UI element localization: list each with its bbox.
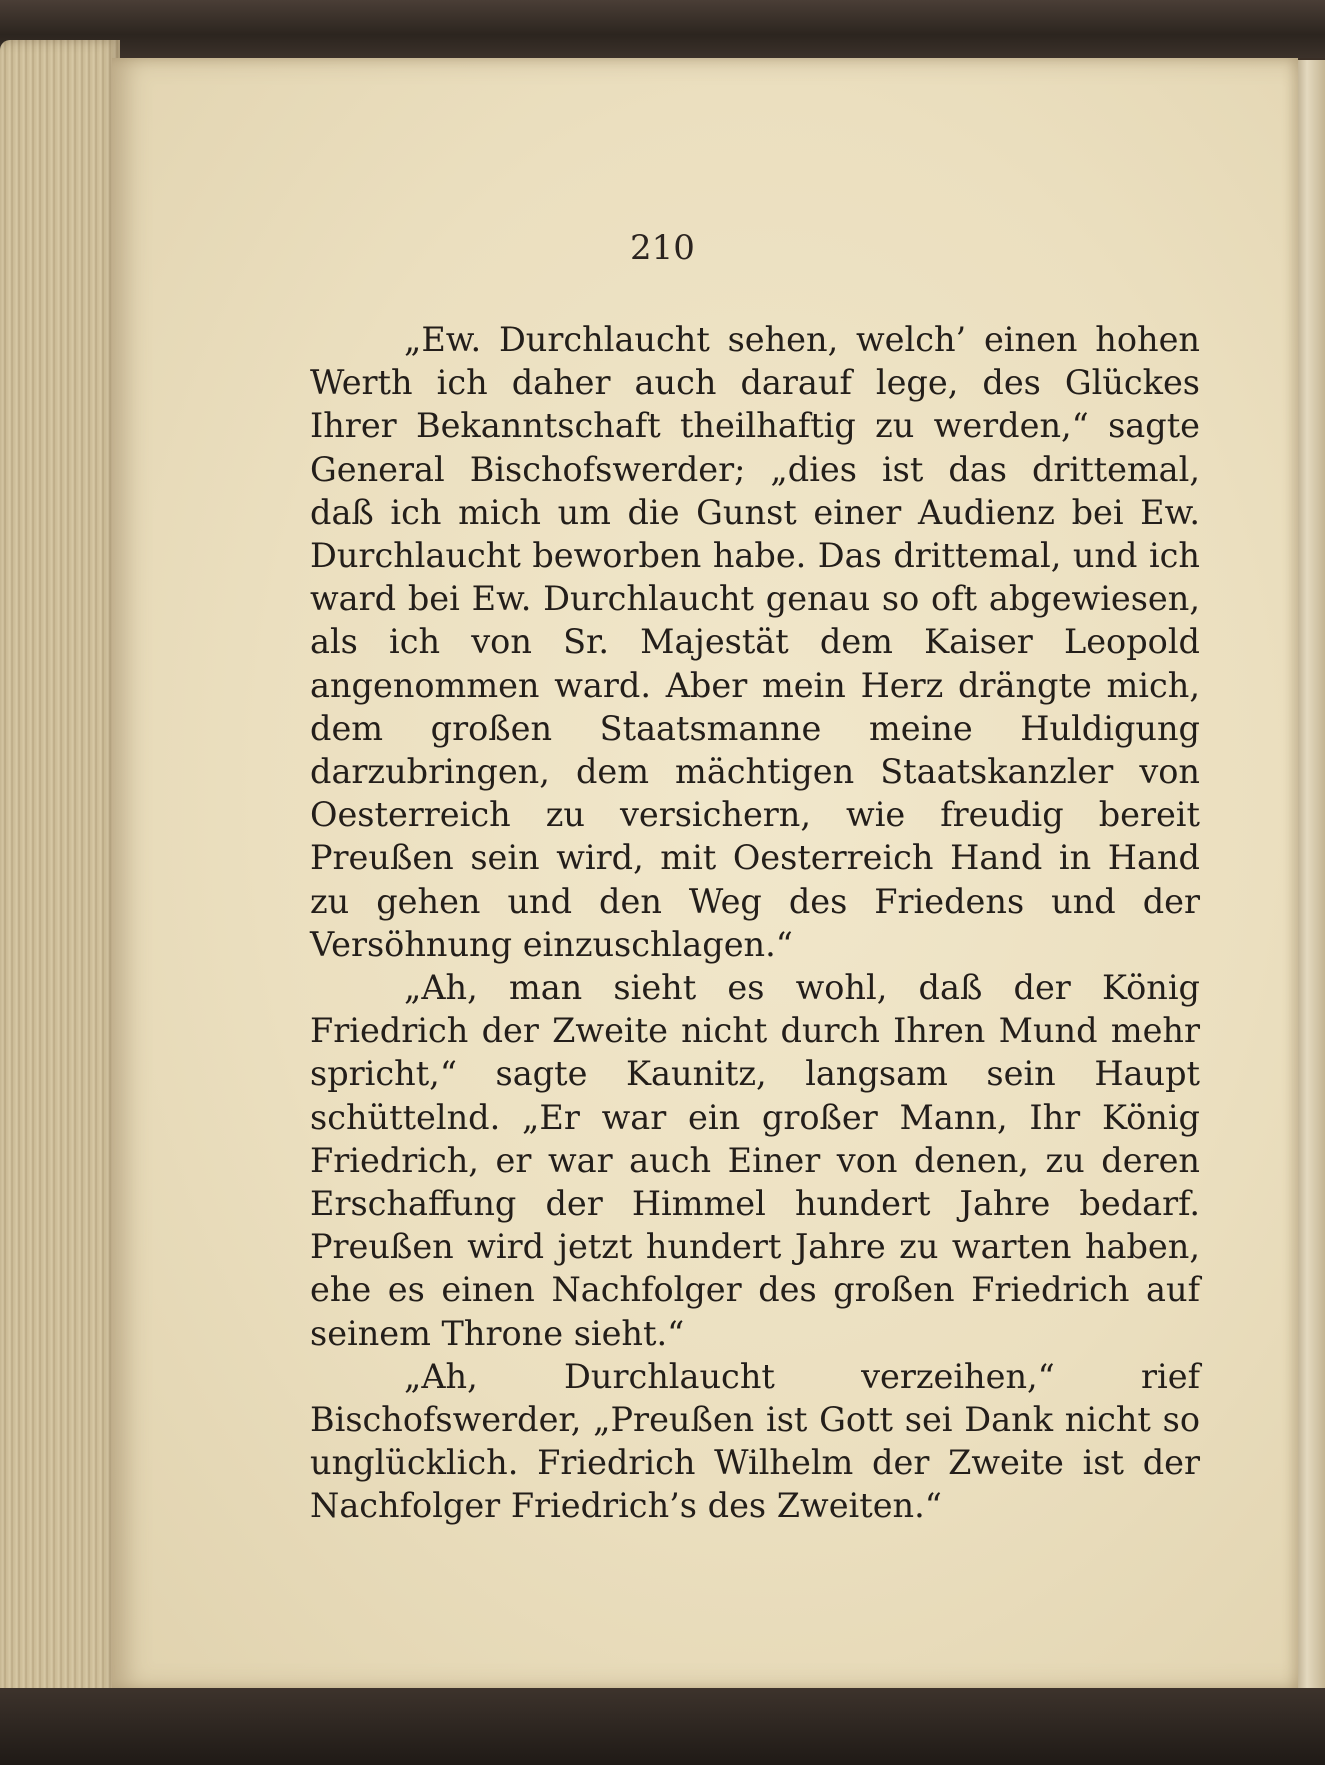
paragraph-1: „Ew. Durchlaucht sehen, welch’ einen hohen Werth ich daher auch darauf lege, des Glückes Ihrer Bekanntschaft theilhaftig zu werden,“ sagte General Bischofswerder; „dies ist das drittemal, daß ich mich um die Gunst einer Audienz bei Ew. Durchlaucht beworben habe. Das drittemal, und ich ward bei Ew. Durchlaucht genau so oft abgewiesen, als ich von Sr. Majestät dem Kaiser Leopold angenommen ward. Aber mein Herz drängte mich, dem großen Staatsmanne meine Huldigung darzubringen, dem mächtigen Staatskanzler von Oesterreich zu versichern, wie freudig bereit Preußen sein wird, mit Oesterreich Hand in Hand zu gehen und den Weg des Friedens und der Versöhnung einzuschlagen.“ (310, 320, 1200, 964)
book-binding-top (0, 0, 1325, 58)
paragraph-2: „Ah, man sieht es wohl, daß der König Friedrich der Zweite nicht durch Ihren Mund mehr spricht,“ sagte Kaunitz, langsam sein Haupt schüttelnd. „Er war ein großer Mann, Ihr König Friedrich, er war auch Einer von denen, zu deren Erschaffung der Himmel hundert Jahre bedarf. Preußen wird jetzt hundert Jahre zu warten haben, ehe es einen Nachfolger des großen Friedrich auf seinem Throne sieht.“ (310, 968, 1200, 1353)
facing-page-edge (1295, 60, 1325, 1700)
paragraph-3: „Ah, Durchlaucht verzeihen,“ rief Bischofswerder, „Preußen ist Gott sei Dank nicht so unglücklich. Friedrich Wilhelm der Zweite ist der Nachfolger Friedrich’s des Zweiten.“ (310, 1356, 1200, 1526)
book-binding-bottom (0, 1688, 1325, 1765)
body-text (310, 318, 1200, 1528)
page-edges (0, 40, 120, 1700)
page-number: 210 (630, 228, 695, 268)
